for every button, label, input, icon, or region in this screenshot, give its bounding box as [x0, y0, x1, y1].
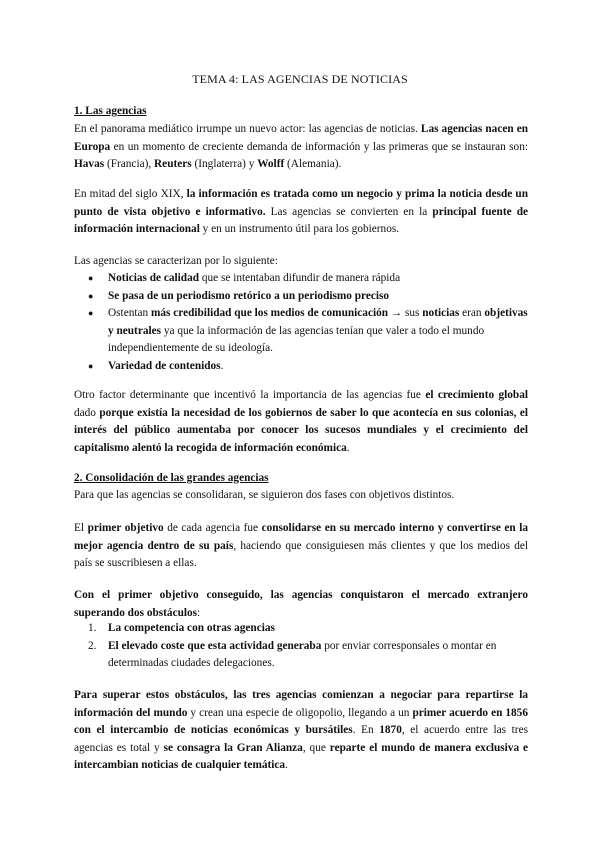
list-number-marker: 2.: [88, 639, 97, 652]
list-item-bold-run: más credibilidad que los medios de comunicación: [150, 307, 389, 320]
list-item-run: Ostentan: [108, 307, 151, 320]
section-2-paragraph-2: [74, 520, 528, 573]
text-bold-run: porque existía la necesidad de los gobiernos de saber lo que acontecía en sus colonias, el interés del público aumentaba por conocer los sucesos mundiales y el crecimiento del capitalismo alentó la recogida de información económica: [74, 406, 528, 454]
list-item: [74, 358, 528, 376]
section-1-paragraph-2: [74, 186, 528, 239]
text-bold-run: primer objetivo: [87, 522, 164, 534]
text-run: (Francia),: [104, 158, 155, 171]
list-item: [74, 620, 528, 638]
text-run: .: [346, 441, 350, 454]
text-run: . En: [352, 724, 380, 737]
characteristics-list: [74, 270, 528, 376]
text-run: (Inglaterra) y: [191, 158, 258, 171]
list-item-run: → sus: [388, 307, 423, 320]
list-item-bold-run: Variedad de contenidos: [108, 359, 221, 372]
text-run: Otro factor determinante que incentivó la importancia de las agencias fue: [74, 389, 426, 401]
list-item-run: por enviar corresponsales o montar en determinadas ciudades delegaciones.: [108, 639, 497, 670]
bullet-marker: ●: [88, 290, 94, 301]
list-item-bold-run: La competencia con otras agencias: [108, 622, 275, 634]
text-bold-run: Con el primer objetivo conseguido, las agencias conquistaron el mercado extranjero superando dos obstáculos: [74, 589, 528, 619]
bullet-marker: ●: [88, 273, 94, 283]
list-item-run: .: [220, 359, 224, 372]
list-number-marker: 1.: [88, 622, 97, 634]
section-2-paragraph-1: Para que las agencias se consolidaran, se siguieron dos fases con objetivos distintos.: [74, 489, 455, 501]
text-run: y en un instrumento útil para los gobiernos.: [199, 223, 400, 236]
list-item-bold-run: El elevado coste que esta actividad generaba: [108, 639, 322, 652]
bullet-marker: ●: [88, 360, 94, 371]
bullet-marker: ●: [88, 308, 94, 319]
text-run: , haciendo que consiguiesen más clientes y que los medios del país se suscribiesen a ellas.: [74, 539, 528, 570]
list-item-run: que se intentaban difundir de manera rápida: [199, 272, 401, 284]
text-bold-run: el crecimiento global: [425, 389, 529, 401]
text-bold-run: reparte el mundo de manera exclusiva e intercambian noticias de cualquier temática: [74, 741, 528, 772]
text-bold-run: consolidarse en su mercado interno y convertirse en la mejor agencia dentro de su país: [74, 522, 528, 552]
section-2-paragraph-4: [74, 687, 528, 775]
section-1-paragraph-3: Las agencias se caracterizan por lo siguiente:: [74, 255, 278, 267]
text-run: y crean una especie de oligopolio, llegando a un: [187, 706, 413, 719]
section-1-paragraph-4: [74, 387, 528, 457]
section-1-heading: 1. Las agencias: [74, 105, 147, 117]
text-run: En el panorama mediático irrumpe un nuevo actor: las agencias de noticias.: [74, 123, 421, 135]
text-run: , el acuerdo entre las tres agencias es total y: [74, 724, 528, 754]
text-bold-run: Las agencias nacen en Europa: [74, 123, 528, 153]
section-2-heading: 2. Consolidación de las grandes agencias: [74, 472, 269, 484]
text-run: .: [285, 759, 288, 772]
text-run: , que: [302, 741, 330, 754]
text-bold-run: Havas: [74, 158, 105, 171]
text-run: El: [74, 522, 88, 534]
text-run: (Alemania).: [284, 158, 342, 171]
list-item-bold-run: Noticias de calidad: [108, 272, 200, 284]
text-bold-run: primer acuerdo en 1856 con el intercambio de noticias económicas y bursátiles: [74, 706, 528, 737]
list-item-bold-run: noticias: [422, 307, 460, 320]
list-item-bold-run: objetivas y neutrales: [108, 307, 528, 337]
text-bold-run: 1870: [379, 724, 402, 737]
text-run: En mitad del siglo XIX,: [74, 188, 187, 200]
list-item-run: eran: [459, 307, 485, 320]
text-run: dado: [74, 406, 100, 419]
section-2-paragraph-3: [74, 587, 528, 622]
page-title: TEMA 4: LAS AGENCIAS DE NOTICIAS: [192, 72, 408, 86]
text-run: en un momento de creciente demanda de información y las primeras que se instauran son:: [110, 140, 528, 153]
obstacles-list: [74, 620, 528, 673]
text-bold-run: se consagra la Gran Alianza: [163, 741, 303, 754]
text-bold-run: Para superar estos obstáculos, las tres agencias comienzan a negociar para repartirse la información del mundo: [74, 689, 528, 719]
text-bold-run: la información es tratada como un negocio y prima la noticia desde un punto de vista objetivo e informativo.: [74, 188, 528, 218]
list-item-run: ya que la información de las agencias tenían que valer a todo el mundo independientemente de su ideología.: [108, 324, 485, 355]
text-run: de cada agencia fue: [163, 522, 262, 534]
text-bold-run: Reuters: [154, 158, 192, 171]
text-bold-run: Wolff: [257, 158, 285, 171]
section-1-paragraph-1: [74, 121, 528, 174]
list-item: [74, 288, 528, 306]
list-item: [74, 305, 528, 358]
list-item-bold-run: Se pasa de un periodismo retórico a un periodismo preciso: [108, 289, 390, 302]
list-item: [74, 270, 528, 288]
text-run: :: [197, 606, 201, 619]
list-item: [74, 638, 528, 673]
text-run: Las agencias se convierten en la: [265, 205, 433, 218]
text-bold-run: principal fuente de información internacional: [74, 205, 528, 236]
